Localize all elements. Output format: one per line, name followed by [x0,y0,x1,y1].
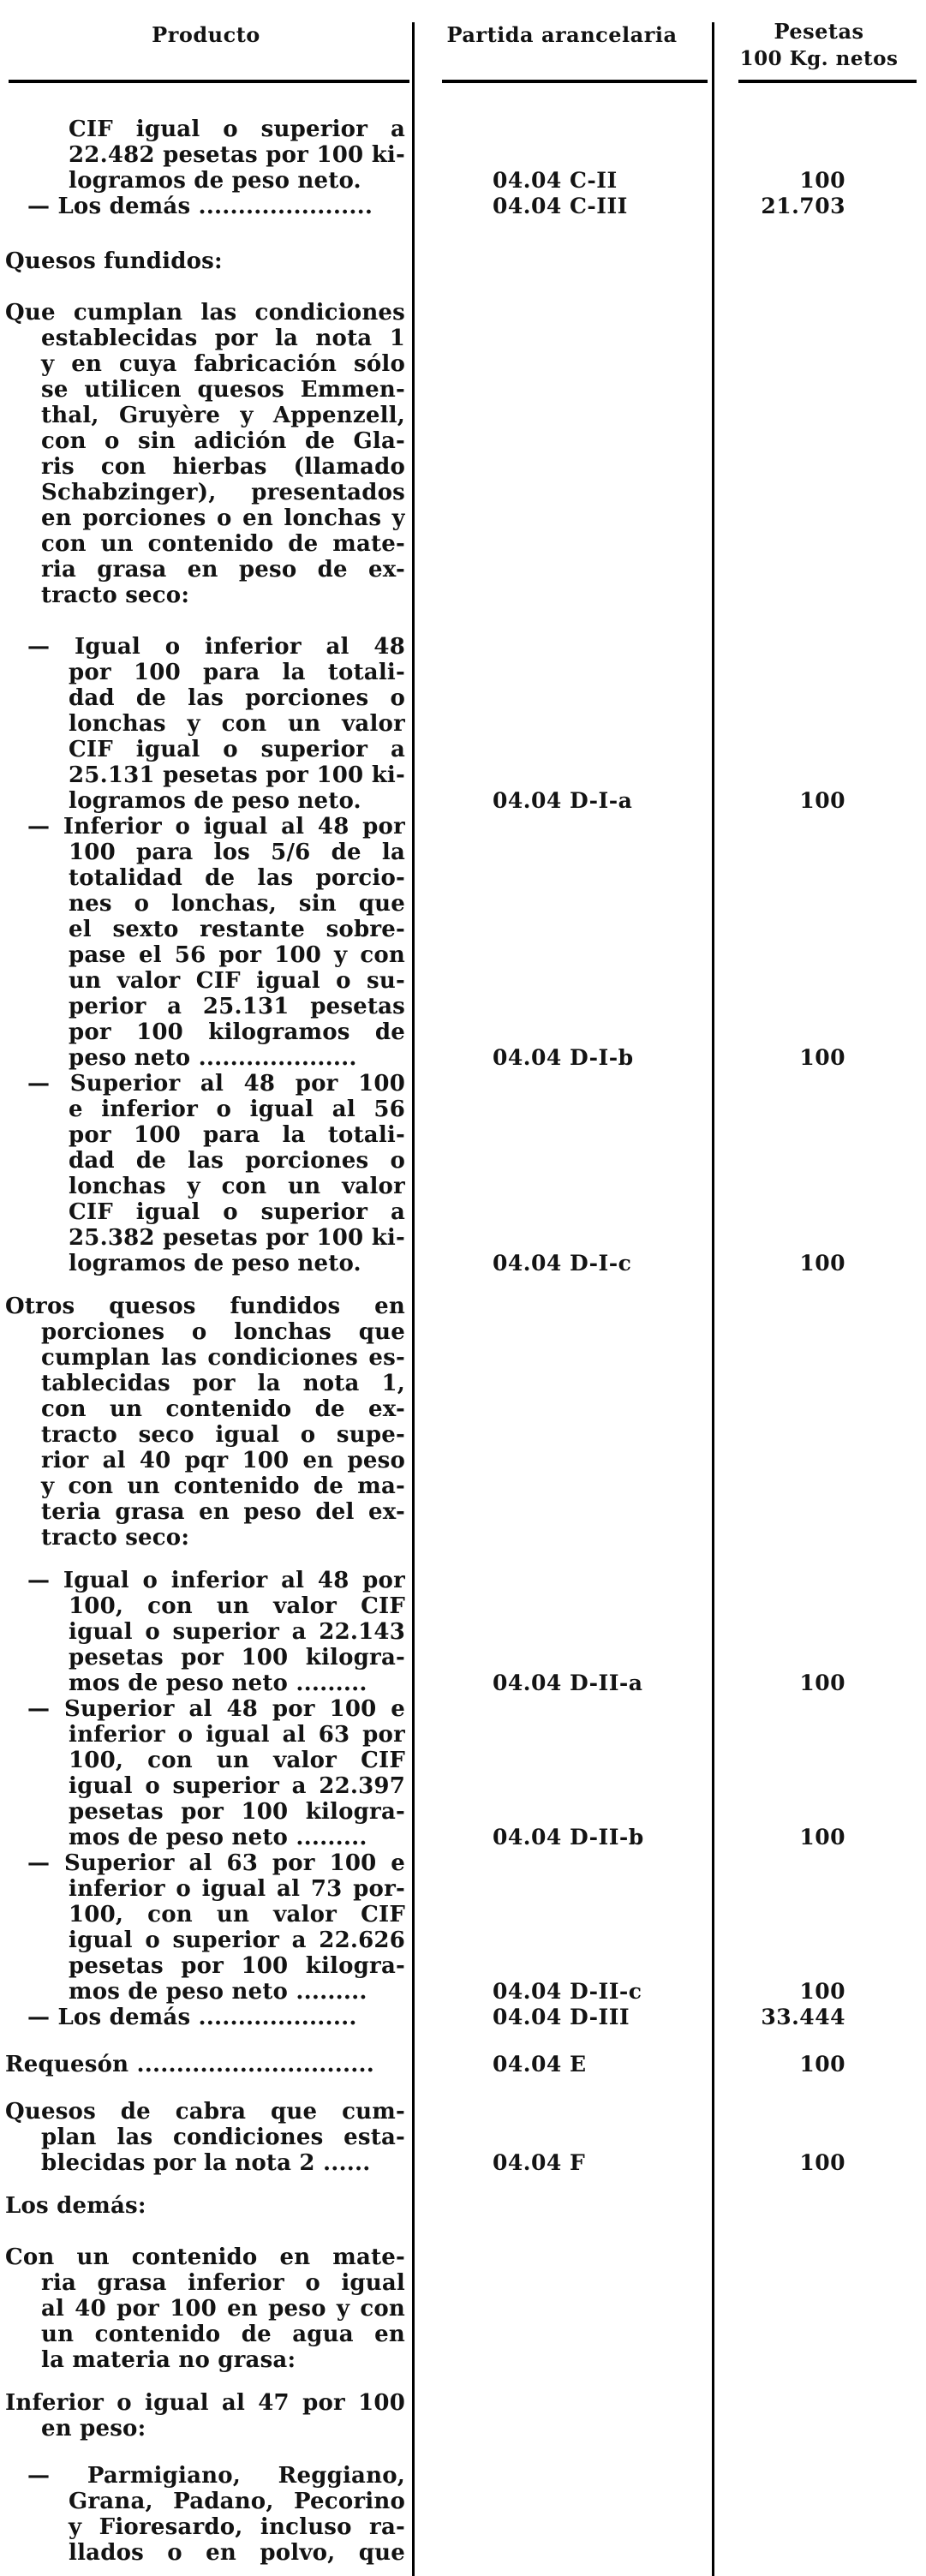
tariff-code: 04.04 D-II-c [493,1979,642,2004]
product-line: inferior o igual al 73 por- [69,1876,405,1902]
product-line: igual o superior a 22.397 [69,1773,405,1799]
product-line: logramos de peso neto. [69,168,361,194]
product-line: totalidad de las porcio- [69,865,405,891]
tariff-code: 04.04 F [493,2150,586,2175]
product-line: logramos de peso neto. [69,788,361,814]
product-line: plan las condiciones esta- [41,2125,405,2150]
product-line: blecidas por la nota 2 ...... [41,2150,371,2176]
product-line: tracto seco: [41,583,190,608]
product-line: — Superior al 48 por 100 e [27,1696,405,1722]
price-value: 100 [799,1825,845,1850]
column-header-producto: Producto [152,22,260,47]
product-line: rior al 40 pqr 100 en peso [41,1448,405,1473]
product-line: ria grasa en peso de ex- [41,557,405,583]
price-value: 100 [799,2150,845,2175]
product-line: pesetas por 100 kilogra- [69,1953,405,1979]
product-line: — Igual o inferior al 48 por [27,1568,405,1593]
product-line: inferior o igual al 63 por [69,1722,405,1748]
product-line: mos de peso neto ......... [69,1671,367,1696]
column-divider-2 [712,22,714,2576]
product-line: perior a 25.131 pesetas [69,994,405,1019]
product-line: 25.382 pesetas por 100 ki- [69,1225,405,1251]
product-line: Grana, Padano, Pecorino [69,2489,405,2514]
product-line: y en cuya fabricación sólo [41,351,405,377]
product-line: mos de peso neto ......... [69,1979,367,2005]
product-line: — Los demás .................... [27,2005,357,2030]
product-line: nes o lonchas, sin que [69,891,405,917]
product-line: Requesón .............................. [5,2052,375,2077]
tariff-code: 04.04 D-I-a [493,788,633,813]
product-line: establecidas por la nota 1 [41,326,405,351]
product-line: tracto seco: [41,1525,190,1551]
price-value: 33.444 [761,2005,845,2029]
price-value: 21.703 [761,194,845,218]
product-line: — Igual o inferior al 48 [27,634,405,660]
product-line: pesetas por 100 kilogra- [69,1799,405,1825]
price-value: 100 [799,1045,845,1070]
price-value: 100 [799,1979,845,2004]
product-line: e inferior o igual al 56 [69,1097,405,1122]
product-line: con o sin adición de Gla- [41,428,405,454]
product-line: con un contenido de mate- [41,531,405,557]
product-line: por 100 para la totali- [69,1122,405,1148]
tariff-code: 04.04 D-II-b [493,1825,644,1850]
product-line: ris con hierbas (llamado [41,454,405,480]
product-line: — Los demás ...................... [27,194,373,219]
product-line: pase el 56 por 100 y con [69,942,405,968]
product-line: al 40 por 100 en peso y con [41,2296,405,2322]
product-line: lonchas y con un valor [69,711,405,737]
product-line: el sexto restante sobre- [69,917,405,942]
tariff-code: 04.04 D-I-c [493,1251,632,1276]
product-line: igual o superior a 22.143 [69,1619,405,1645]
product-line: logramos de peso neto. [69,1251,361,1276]
product-line: 100, con un valor CIF [69,1748,405,1773]
product-line: Schabzinger), presentados [41,480,405,505]
column-header-partida-arancelaria: Partida arancelaria [446,22,678,47]
product-line: Que cumplan las condiciones [5,300,405,326]
column-header-pesetas: Pesetas [774,19,864,44]
product-line: CIF igual o superior a [69,1199,405,1225]
product-line: un contenido de agua en [41,2322,405,2347]
product-line: igual o superior a 22.626 [69,1928,405,1953]
tariff-code: 04.04 C-III [493,194,628,218]
product-line: Con un contenido en mate- [5,2244,405,2270]
product-line: 22.482 pesetas por 100 ki- [69,142,405,168]
tariff-code: 04.04 D-I-b [493,1045,634,1070]
product-line: — Inferior o igual al 48 por [27,814,405,840]
product-line: porciones o lonchas que [41,1319,405,1345]
price-value: 100 [799,1671,845,1695]
product-line: tracto seco igual o supe- [41,1422,405,1448]
column-header-pesetas-unit: 100 Kg. netos [739,47,899,70]
header-rule-pesetas [738,80,917,83]
product-line: llados o en polvo, que [69,2540,405,2566]
product-line: la materia no grasa: [41,2347,296,2373]
price-value: 100 [799,168,845,193]
price-value: 100 [799,2052,845,2077]
tariff-code: 04.04 D-III [493,2005,630,2029]
tariff-code: 04.04 D-II-a [493,1671,643,1695]
product-line: 25.131 pesetas por 100 ki- [69,762,405,788]
product-line: thal, Gruyère y Appenzell, [41,403,405,428]
product-line: peso neto .................... [69,1045,357,1071]
product-line: en porciones o en lonchas y [41,505,405,531]
product-line: Quesos fundidos: [5,248,223,274]
product-line: Otros quesos fundidos en [5,1294,405,1319]
product-line: cumplan las condiciones es- [41,1345,405,1371]
product-line: un valor CIF igual o su- [69,968,405,994]
product-line: CIF igual o superior a [69,737,405,762]
product-line: mos de peso neto ......... [69,1825,367,1850]
product-line: pesetas por 100 kilogra- [69,1645,405,1671]
price-value: 100 [799,788,845,813]
product-line: — Superior al 48 por 100 [27,1071,405,1097]
product-line: ria grasa inferior o igual [41,2270,405,2296]
product-line: y con un contenido de ma- [41,1473,405,1499]
product-line: dad de las porciones o [69,685,405,711]
product-column [0,0,405,2566]
product-line: tablecidas por la nota 1, [41,1371,405,1396]
product-line: y Fioresardo, incluso ra- [69,2514,405,2540]
product-line: — Parmigiano, Reggiano, [27,2463,405,2489]
tariff-code: 04.04 E [493,2052,587,2077]
product-line: dad de las porciones o [69,1148,405,1174]
tariff-code: 04.04 C-II [493,168,618,193]
product-line: lonchas y con un valor [69,1174,405,1199]
product-line: Los demás: [5,2193,146,2219]
price-value: 100 [799,1251,845,1276]
product-line: por 100 kilogramos de [69,1019,405,1045]
product-line: Quesos de cabra que cum- [5,2099,405,2125]
product-line: con un contenido de ex- [41,1396,405,1422]
product-line: CIF igual o superior a [69,117,405,142]
product-line: por 100 para la totali- [69,660,405,685]
product-line: 100 para los 5/6 de la [69,840,405,865]
product-line: — Superior al 63 por 100 e [27,1850,405,1876]
header-rule-partida [442,80,708,83]
product-line: Inferior o igual al 47 por 100 [5,2390,405,2416]
product-line: 100, con un valor CIF [69,1593,405,1619]
product-line: teria grasa en peso del ex- [41,1499,405,1525]
column-divider-1 [412,22,415,2576]
product-line: 100, con un valor CIF [69,1902,405,1928]
product-line: en peso: [41,2416,146,2442]
product-line: se utilicen quesos Emmen- [41,377,405,403]
